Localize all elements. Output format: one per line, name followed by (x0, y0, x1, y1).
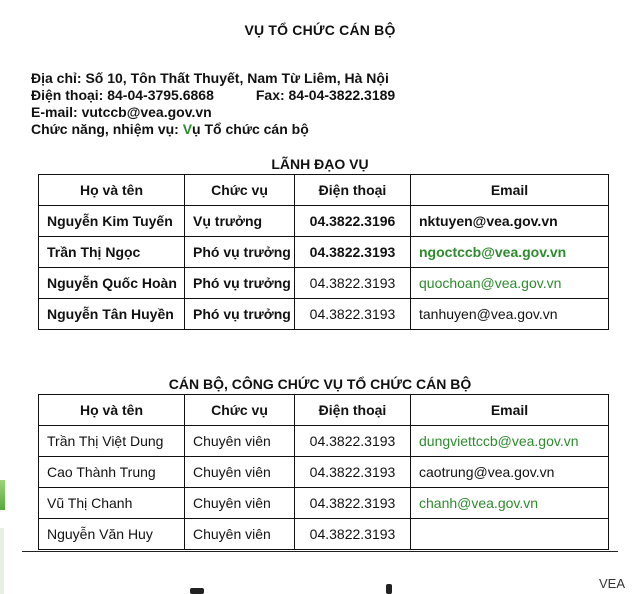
cell-name: Trần Thị Ngọc (39, 237, 185, 268)
cell-email (411, 519, 609, 550)
staff-table (38, 394, 609, 550)
partial-glyph (386, 584, 392, 594)
cell-position: Chuyên viên (185, 488, 295, 519)
cell-phone: 04.3822.3193 (295, 237, 411, 268)
cell-name: Nguyễn Tân Huyền (39, 299, 185, 330)
phone-fax-line (31, 87, 395, 104)
cell-phone: 04.3822.3193 (295, 268, 411, 299)
col-phone-header: Điện thoại (295, 175, 411, 206)
function-text: ụ Tổ chức cán bộ (192, 121, 309, 137)
table-row (39, 426, 609, 457)
table-row (39, 488, 609, 519)
cell-position: Phó vụ trưởng (185, 268, 295, 299)
email-link[interactable]: quochoan@vea.gov.vn (411, 268, 609, 299)
col-position-header: Chức vụ (185, 175, 295, 206)
cell-name: Nguyễn Quốc Hoàn (39, 268, 185, 299)
cell-phone: 04.3822.3196 (295, 206, 411, 237)
cell-phone: 04.3822.3193 (295, 519, 411, 550)
table-header-row (39, 175, 609, 206)
vea-label: VEA (599, 576, 626, 591)
email-link[interactable]: chanh@vea.gov.vn (411, 488, 609, 519)
cell-email: nktuyen@vea.gov.vn (411, 206, 609, 237)
contact-info (31, 70, 395, 138)
partial-glyph (190, 588, 204, 594)
cell-name: Nguyễn Kim Tuyến (39, 206, 185, 237)
table-row (39, 268, 609, 299)
cell-phone: 04.3822.3193 (295, 457, 411, 488)
col-name-header: Họ và tên (39, 175, 185, 206)
left-edge-panel (0, 528, 4, 594)
cell-position: Chuyên viên (185, 457, 295, 488)
cell-name: Trần Thị Việt Dung (39, 426, 185, 457)
table-row (39, 299, 609, 330)
table-row (39, 457, 609, 488)
left-edge-accent (0, 480, 5, 510)
page-title: VỤ TỔ CHỨC CÁN BỘ (244, 22, 396, 38)
leadership-heading: LÃNH ĐẠO VỤ (271, 156, 369, 172)
col-position-header: Chức vụ (185, 395, 295, 426)
cell-phone: 04.3822.3193 (295, 488, 411, 519)
email-link[interactable]: ngoctccb@vea.gov.vn (411, 237, 609, 268)
cell-position: Chuyên viên (185, 519, 295, 550)
cell-position: Phó vụ trưởng (185, 299, 295, 330)
phone-text: Điện thoại: 84-04-3795.6868 (31, 87, 214, 103)
function-label: Chức năng, nhiệm vụ: (31, 121, 183, 137)
function-line (31, 121, 395, 138)
cell-phone: 04.3822.3193 (295, 299, 411, 330)
cell-email: caotrung@vea.gov.vn (411, 457, 609, 488)
table-row (39, 237, 609, 268)
cell-position: Phó vụ trưởng (185, 237, 295, 268)
col-phone-header: Điện thoại (295, 395, 411, 426)
staff-heading: CÁN BỘ, CÔNG CHỨC VỤ TỔ CHỨC CÁN BỘ (168, 376, 472, 392)
cell-email: tanhuyen@vea.gov.vn (411, 299, 609, 330)
cell-phone: 04.3822.3193 (295, 426, 411, 457)
table-row (39, 206, 609, 237)
address-line: Địa chỉ: Số 10, Tôn Thất Thuyết, Nam Từ Liêm, Hà Nội (31, 70, 389, 86)
divider (22, 551, 618, 552)
table-row (39, 519, 609, 550)
table-header-row (39, 395, 609, 426)
cell-position: Chuyên viên (185, 426, 295, 457)
function-link[interactable]: V (182, 121, 193, 137)
col-email-header: Email (411, 175, 609, 206)
col-name-header: Họ và tên (39, 395, 185, 426)
email-link[interactable]: dungviettccb@vea.gov.vn (411, 426, 609, 457)
cell-name: Nguyễn Văn Huy (39, 519, 185, 550)
leadership-table (38, 174, 609, 330)
col-email-header: Email (411, 395, 609, 426)
cell-position: Vụ trưởng (185, 206, 295, 237)
cell-name: Cao Thành Trung (39, 457, 185, 488)
email-line: E-mail: vutccb@vea.gov.vn (31, 104, 212, 120)
cell-name: Vũ Thị Chanh (39, 488, 185, 519)
fax-text: Fax: 84-04-3822.3189 (255, 87, 396, 103)
